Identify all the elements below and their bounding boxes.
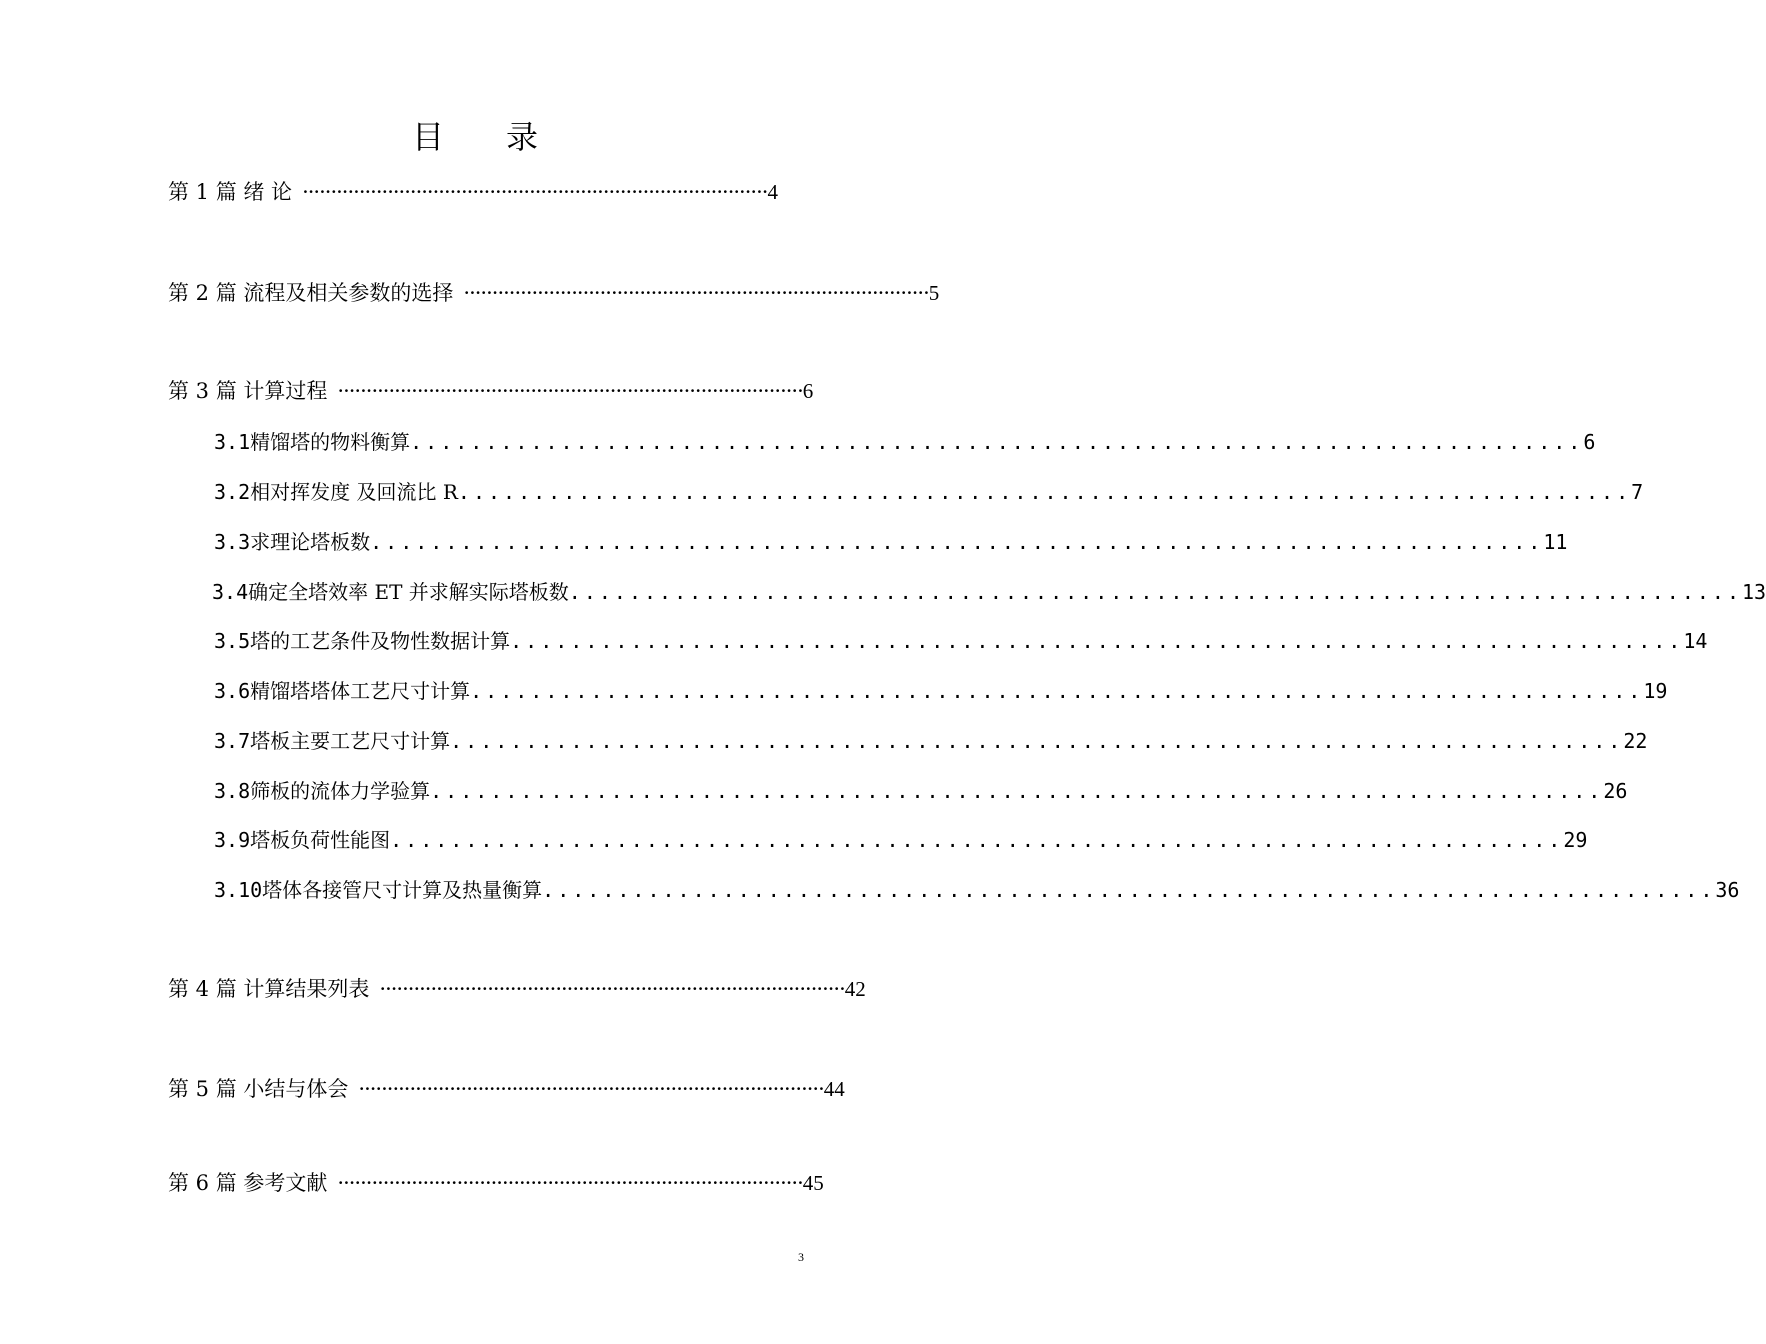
section-title: 塔体各接管尺寸计算及热量衡算 xyxy=(262,878,543,902)
chapter-label: 第 6 篇 参考文献 xyxy=(168,1171,328,1195)
chapter-label: 第 3 篇 计算过程 xyxy=(168,379,328,403)
toc-section-3-8[interactable] xyxy=(214,775,1628,804)
section-page: 14 xyxy=(1683,629,1708,653)
toc-section-3-9[interactable] xyxy=(214,824,1588,853)
toc-chapter-5[interactable] xyxy=(168,1073,845,1103)
section-title: 相对挥发度 及回流比 R xyxy=(250,480,458,504)
leader-dots: .............................................................................. xyxy=(542,878,1716,902)
section-number: 3.10 xyxy=(214,878,263,902)
leader-dots: .............................................................................. xyxy=(390,828,1564,852)
toc-chapter-4[interactable] xyxy=(168,973,866,1003)
toc-chapter-1[interactable] xyxy=(168,176,778,206)
section-title: 确定全塔效率 ET 并求解实际塔板数 xyxy=(248,580,569,604)
chapter-page: 6 xyxy=(802,379,814,403)
chapter-page: 4 xyxy=(767,180,778,204)
toc-title-right: 录 xyxy=(506,118,539,156)
section-number: 3.6 xyxy=(214,679,251,703)
section-page: 26 xyxy=(1603,779,1628,803)
section-title: 精馏塔塔体工艺尺寸计算 xyxy=(250,679,471,703)
toc-chapter-6[interactable] xyxy=(168,1167,824,1197)
leader-dots: ·················································································· xyxy=(302,180,768,204)
section-number: 3.4 xyxy=(212,580,249,604)
section-page: 19 xyxy=(1643,679,1668,703)
section-number: 3.8 xyxy=(214,779,251,803)
section-number: 3.5 xyxy=(214,629,251,653)
section-page: 22 xyxy=(1623,729,1648,753)
section-page: 36 xyxy=(1715,878,1740,902)
leader-dots: .............................................................................. xyxy=(510,629,1684,653)
toc-section-3-1[interactable] xyxy=(214,426,1596,455)
toc-section-3-3[interactable] xyxy=(214,526,1568,555)
section-title: 塔板主要工艺尺寸计算 xyxy=(250,729,451,753)
leader-dots: ·················································································· xyxy=(379,977,845,1001)
chapter-label: 第 2 篇 流程及相关参数的选择 xyxy=(168,281,454,305)
section-title: 塔板负荷性能图 xyxy=(250,828,391,852)
leader-dots: .............................................................................. xyxy=(470,679,1644,703)
leader-dots: .............................................................................. xyxy=(370,530,1544,554)
chapter-label: 第 5 篇 小结与体会 xyxy=(168,1077,349,1101)
toc-section-3-2[interactable] xyxy=(214,476,1644,505)
section-number: 3.2 xyxy=(214,480,251,504)
leader-dots: .............................................................................. xyxy=(457,480,1632,504)
toc-chapter-3[interactable] xyxy=(168,375,814,405)
leader-dots: ·················································································· xyxy=(358,1077,824,1101)
leader-dots: .............................................................................. xyxy=(568,580,1742,604)
toc-chapter-2[interactable] xyxy=(168,277,940,307)
toc-section-3-10[interactable] xyxy=(214,874,1740,903)
section-title: 精馏塔的物料衡算 xyxy=(250,430,411,454)
chapter-page: 45 xyxy=(802,1171,824,1195)
section-number: 3.9 xyxy=(214,828,251,852)
section-page: 7 xyxy=(1631,480,1644,504)
toc-section-3-7[interactable] xyxy=(214,725,1648,754)
chapter-page: 5 xyxy=(928,281,940,305)
toc-title-left: 目 xyxy=(411,118,444,156)
footer-page-number: 3 xyxy=(798,1250,804,1264)
leader-dots: .............................................................................. xyxy=(410,430,1584,454)
section-number: 3.1 xyxy=(214,430,251,454)
section-page: 13 xyxy=(1741,580,1766,604)
section-title: 塔的工艺条件及物性数据计算 xyxy=(250,629,511,653)
toc-section-3-6[interactable] xyxy=(214,675,1668,704)
leader-dots: .............................................................................. xyxy=(430,779,1604,803)
leader-dots: ·················································································· xyxy=(463,281,929,305)
leader-dots: .............................................................................. xyxy=(450,729,1624,753)
section-title: 筛板的流体力学验算 xyxy=(250,779,431,803)
section-title: 求理论塔板数 xyxy=(250,530,371,554)
chapter-page: 42 xyxy=(844,977,866,1001)
section-page: 29 xyxy=(1563,828,1588,852)
toc-section-3-4[interactable] xyxy=(212,576,1766,605)
section-page: 11 xyxy=(1543,530,1568,554)
leader-dots: ·················································································· xyxy=(337,1171,803,1195)
toc-title xyxy=(0,112,950,158)
chapter-label: 第 4 篇 计算结果列表 xyxy=(168,977,370,1001)
leader-dots: ·················································································· xyxy=(337,379,803,403)
section-page: 6 xyxy=(1583,430,1596,454)
section-number: 3.3 xyxy=(214,530,251,554)
chapter-page: 44 xyxy=(823,1077,845,1101)
toc-section-3-5[interactable] xyxy=(214,625,1708,654)
chapter-label: 第 1 篇 绪 论 xyxy=(168,180,293,204)
section-number: 3.7 xyxy=(214,729,251,753)
